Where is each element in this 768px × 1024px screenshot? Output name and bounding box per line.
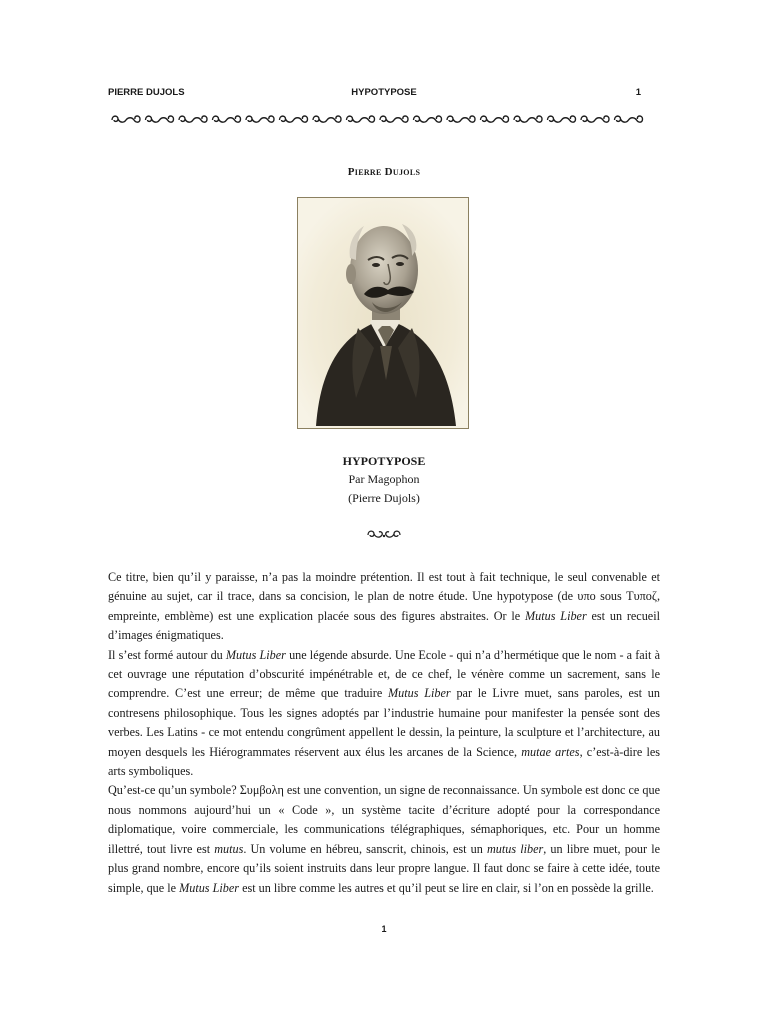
text-run: , un libre muet, pour le plus grand nombre, encore qu’ils soient instruits dans leur propre langue. Il faut donc se faire à cette idée, toute simple, que le [108,841,660,895]
document-title: HYPOTYPOSE [342,454,426,468]
text-run: Ce titre, bien qu’il y paraisse, n’a pas la moindre prétention. Il est tout à fait technique, le seul convenable et génuine au sujet, car il trace, dans sa concision, le plan de notre étude. Une hypotypose (de υπο sous Τυποζ, empreinte, emblème) est une explication placée sous des figures abstraites. Or le [108,570,660,623]
italic-run: Mutus Liber [388,686,451,701]
pen-name: Par Magophon [348,472,420,486]
header-page-number: 1 [635,87,641,98]
text-run: est un recueil d’images énigmatiques. [108,608,660,643]
author-heading: Pierre Dujols [347,166,421,178]
page-header [108,87,660,101]
fleuron-divider-icon [364,528,404,542]
body-text [108,568,660,898]
page-footer-number: 1 [381,924,387,934]
title-block [0,452,768,508]
text-run: par le Livre muet, sans paroles, est un contresens philosophique. Tous les signes adoptés par l’industrie humaine pour manifester la pensée sont des verbes. Les Latins - ce mot entendu congrûment appellent le dessin, la peinture, la sculpture et l’architecture, au moyen desquels les Hiérogrammates réservent aux élus les arcanes de la Science, [108,686,660,759]
text-run: une légende absurde. Une Ecole - qui n’a d’hermétique que le nom - a fait à cet ouvrage une réputation d’obscurité impénétrable et, de ce chef, le vénère comme un sacrement, sans le comprendre. C’est une erreur; de même que traduire [108,647,660,701]
text-run: Qu’est-ce qu’un symbole? Συμβολη est une convention, un signe de reconnaissance. Un symbole est donc ce que nous nommons aujourd’hui un « Code », un système tacite d’écriture adopté pour la correspondance diplomatique, voire commerciale, les communications télégraphiques, sémaphoriques, etc. Pour un homme illettré, tout livre est [108,783,660,856]
text-run: est un libre comme les autres et qu’il peut se lire en clair, si l’on en possède la grille. [239,880,654,895]
body-paragraph [108,568,660,646]
italic-run: Mutus Liber [525,608,587,623]
body-paragraph [108,646,660,782]
italic-run: Mutus Liber [225,647,286,662]
scroll-ornament-icon [108,112,660,126]
text-run: Il s’est formé autour du [108,647,226,662]
text-run: , c’est-à-dire les arts symboliques. [108,744,660,779]
author-portrait-icon [297,197,469,429]
italic-run: Mutus Liber [179,880,240,895]
real-name: (Pierre Dujols) [348,491,420,505]
header-title: HYPOTYPOSE [351,87,417,98]
text-run: . Un volume en hébreu, sanscrit, chinois, est un [243,841,487,856]
italic-run: mutus [214,841,244,856]
body-paragraph [108,781,660,897]
header-author: PIERRE DUJOLS [108,87,185,98]
italic-run: mutus liber [486,841,544,856]
italic-run: mutae artes [521,744,580,759]
